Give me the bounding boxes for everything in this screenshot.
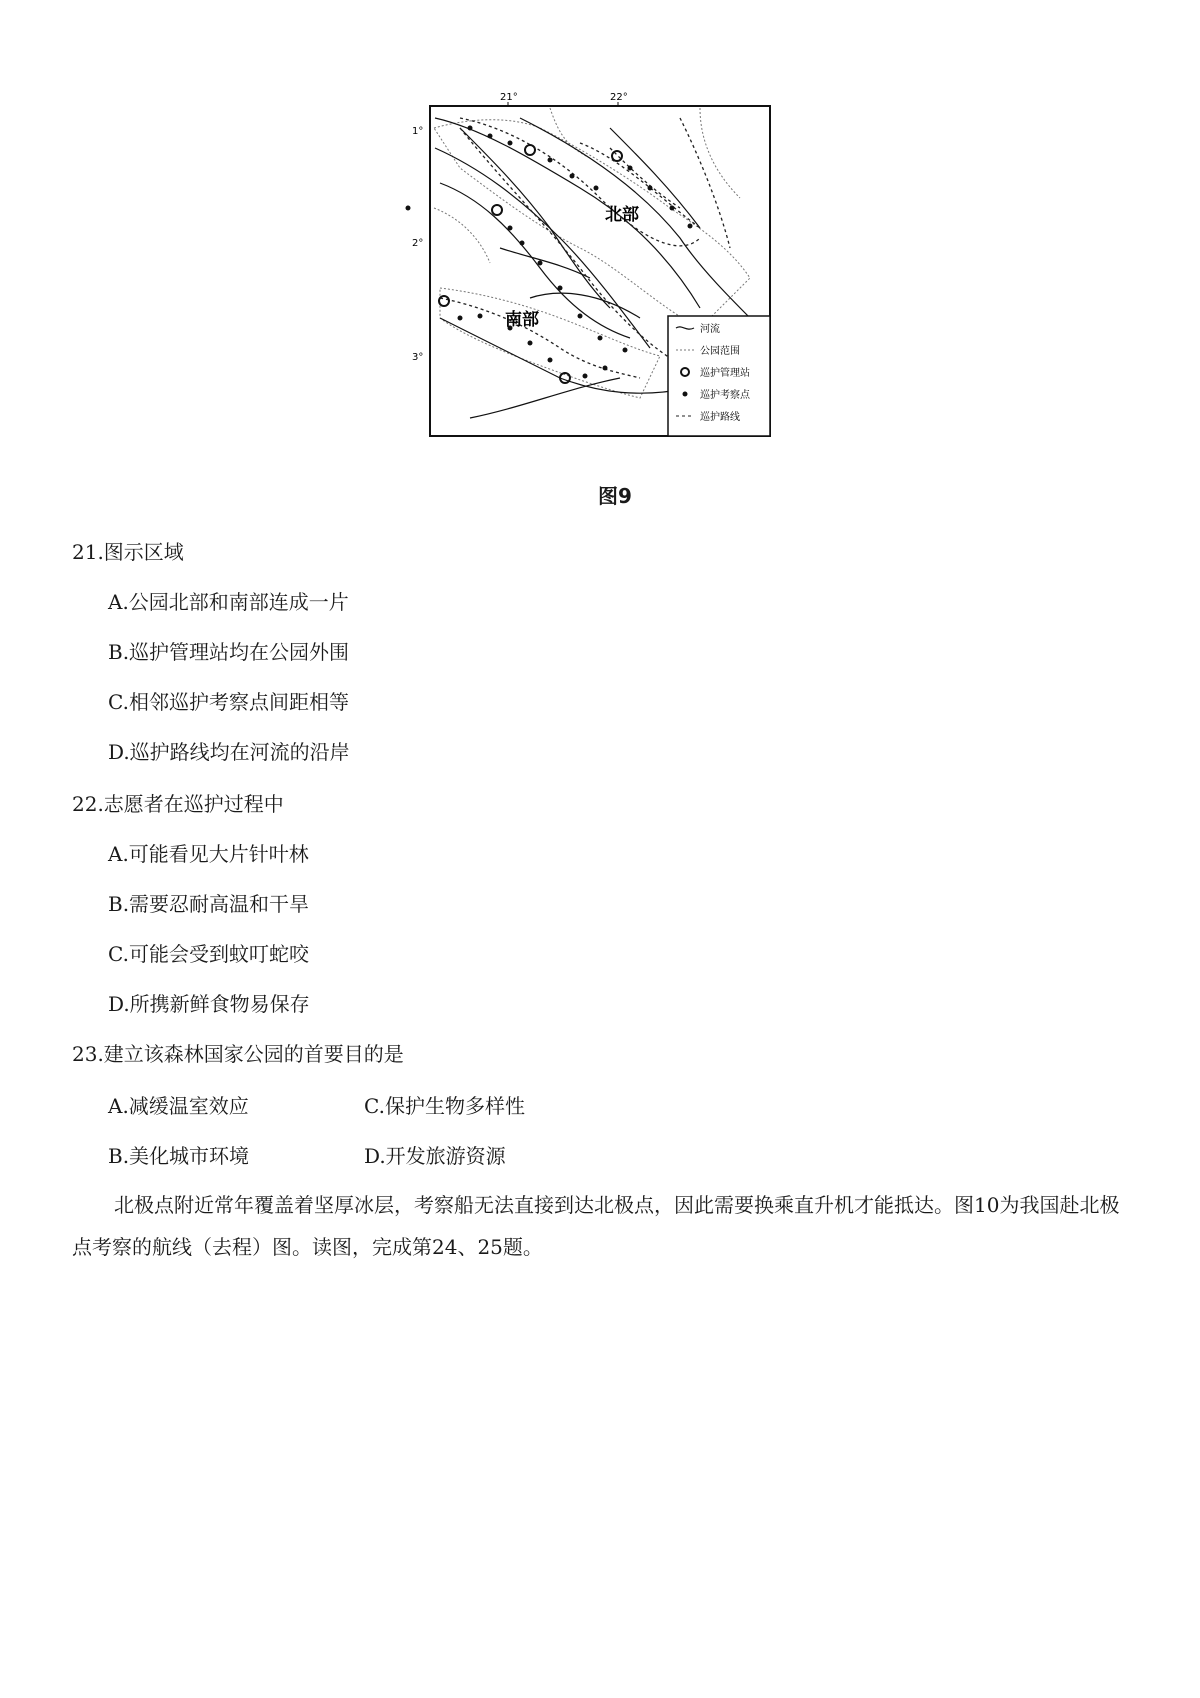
- lat-label-3: 3°: [412, 352, 424, 363]
- lon-label-21: 21°: [500, 92, 518, 103]
- lat-label-1: 1°: [412, 126, 424, 137]
- map-figure: [400, 88, 830, 508]
- question-23-option-d: D.开发旅游资源: [364, 1144, 506, 1168]
- question-21-option-d: D.巡护路线均在河流的沿岸: [108, 740, 350, 764]
- legend-point: 巡护考察点: [700, 390, 750, 401]
- question-23-option-c: C.保护生物多样性: [364, 1094, 525, 1118]
- question-22-option-c: C.可能会受到蚊叮蛇咬: [108, 942, 309, 966]
- question-21-stem: 21.图示区域: [72, 540, 184, 564]
- region-label-south: 南部: [505, 310, 539, 330]
- lat-label-2: 2°: [412, 238, 424, 249]
- map-legend: [668, 316, 770, 436]
- legend-park-boundary: 公园范围: [700, 346, 740, 357]
- question-22-option-a: A.可能看见大片针叶林: [108, 842, 309, 866]
- legend-station: 巡护管理站: [700, 368, 750, 379]
- lon-label-22: 22°: [610, 92, 628, 103]
- question-21-option-a: A.公园北部和南部连成一片: [108, 590, 349, 614]
- question-21-option-b: B.巡护管理站均在公园外围: [108, 640, 350, 664]
- question-23-stem: 23.建立该森林国家公园的首要目的是: [72, 1042, 404, 1066]
- question-22-stem: 22.志愿者在巡护过程中: [72, 792, 284, 816]
- question-22-option-b: B.需要忍耐高温和干旱: [108, 892, 310, 916]
- region-label-north: 北部: [605, 205, 639, 225]
- question-22-option-d: D.所携新鲜食物易保存: [108, 992, 310, 1016]
- legend-river: 河流: [700, 324, 720, 335]
- question-21-option-c: C.相邻巡护考察点间距相等: [108, 690, 349, 714]
- passage-intro: 北极点附近常年覆盖着坚厚冰层，考察船无法直接到达北极点，因此需要换乘直升机才能抵达。图10为我国赴北极点考察的航线（去程）图。读图，完成第24、25题。: [72, 1193, 1120, 1259]
- figure-caption: 图9: [598, 484, 632, 508]
- question-23-option-b: B.美化城市环境: [108, 1144, 250, 1168]
- legend-route: 巡护路线: [700, 412, 740, 423]
- question-23-option-a: A.减缓温室效应: [108, 1094, 249, 1118]
